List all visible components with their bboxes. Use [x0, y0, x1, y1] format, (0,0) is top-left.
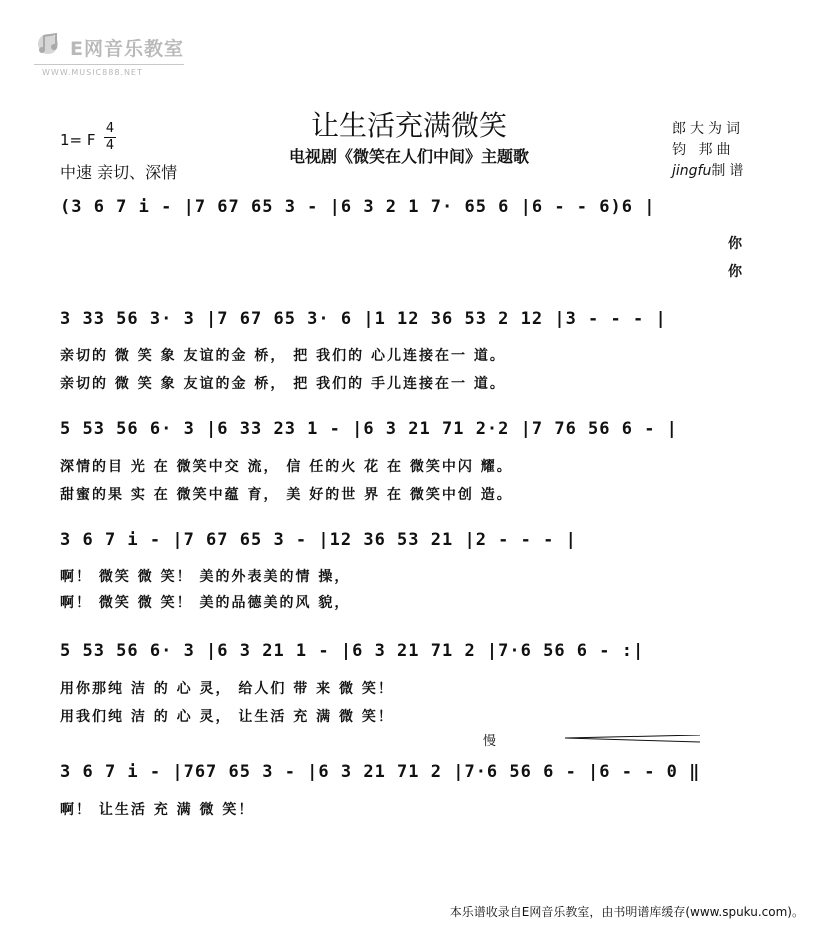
lyric-row-6: 啊！ 让生活 充 满 微 笑！ [60, 802, 255, 818]
lyric-row-2-verse-1: 亲切的 微 笑 象 友谊的金 桥， 把 我们的 心儿连接在一 道。 [60, 348, 506, 364]
watermark-logo [22, 24, 188, 84]
credit-lyricist: 郎大为词 [672, 121, 744, 137]
lyric-row-3-verse-2: 甜蜜的果 实 在 微笑中蕴 育， 美 好的世 界 在 微笑中创 造。 [60, 487, 513, 503]
music-note-icon [34, 28, 64, 58]
watermark-name: E网音乐教室 [70, 38, 184, 60]
song-title: 让生活充满微笑 [310, 109, 507, 142]
lyric-row-1-verse-1: 你 [728, 236, 742, 252]
lyric-row-4-verse-1: 啊！ 微笑 微 笑！ 美的外表美的情 操， [60, 569, 351, 585]
score-row-1: (3 6 7 i - |7 67 65 3 - |6 3 2 1 7· 65 6 |6 - - 6)6 | [60, 197, 656, 217]
tempo-marking: 中速 亲切、深情 [60, 163, 178, 182]
lyric-row-5-verse-1: 用你那纯 洁 的 心 灵， 给人们 带 来 微 笑！ [60, 681, 394, 697]
score-row-2: 3 33 56 3· 3 |7 67 65 3· 6 |1 12 36 53 2 12 |3 - - - | [60, 309, 667, 329]
credit-transcriber: jingfu制谱 [672, 163, 748, 179]
tempo-change-marking: 慢 [483, 734, 497, 749]
key-signature: 1= F [60, 131, 96, 149]
lyric-row-4-verse-2: 啊！ 微笑 微 笑！ 美的品德美的风 貌， [60, 595, 351, 611]
lyric-row-5-verse-2: 用我们纯 洁 的 心 灵， 让生活 充 满 微 笑！ [60, 709, 394, 725]
lyric-row-2-verse-2: 亲切的 微 笑 象 友谊的金 桥， 把 我们的 手儿连接在一 道。 [60, 376, 506, 392]
decrescendo-hairpin [565, 735, 700, 749]
watermark-url: WWW.MUSIC888.NET [42, 68, 143, 77]
time-signature: 4 4 [105, 121, 115, 153]
score-row-5: 5 53 56 6· 3 |6 3 21 1 - |6 3 21 71 2 |7·6 56 6 - :| [60, 641, 645, 661]
song-subtitle: 电视剧《微笑在人们中间》主题歌 [288, 147, 529, 166]
score-row-6: 3 6 7 i - |767 65 3 - |6 3 21 71 2 |7·6 56 6 - |6 - - 0 ‖ [60, 762, 701, 782]
source-note: 本乐谱收录自E网音乐教室，由书明谱库缓存(www.spuku.com)。 [449, 905, 804, 919]
credit-composer: 钧 邦曲 [672, 142, 735, 158]
score-row-3: 5 53 56 6· 3 |6 33 23 1 - |6 3 21 71 2·2 |7 76 56 6 - | [60, 419, 678, 439]
lyric-row-3-verse-1: 深情的目 光 在 微笑中交 流， 信 任的火 花 在 微笑中闪 耀。 [60, 459, 513, 475]
lyric-row-1-verse-2: 你 [728, 264, 742, 280]
score-row-4: 3 6 7 i - |7 67 65 3 - |12 36 53 21 |2 - - - | [60, 530, 577, 550]
